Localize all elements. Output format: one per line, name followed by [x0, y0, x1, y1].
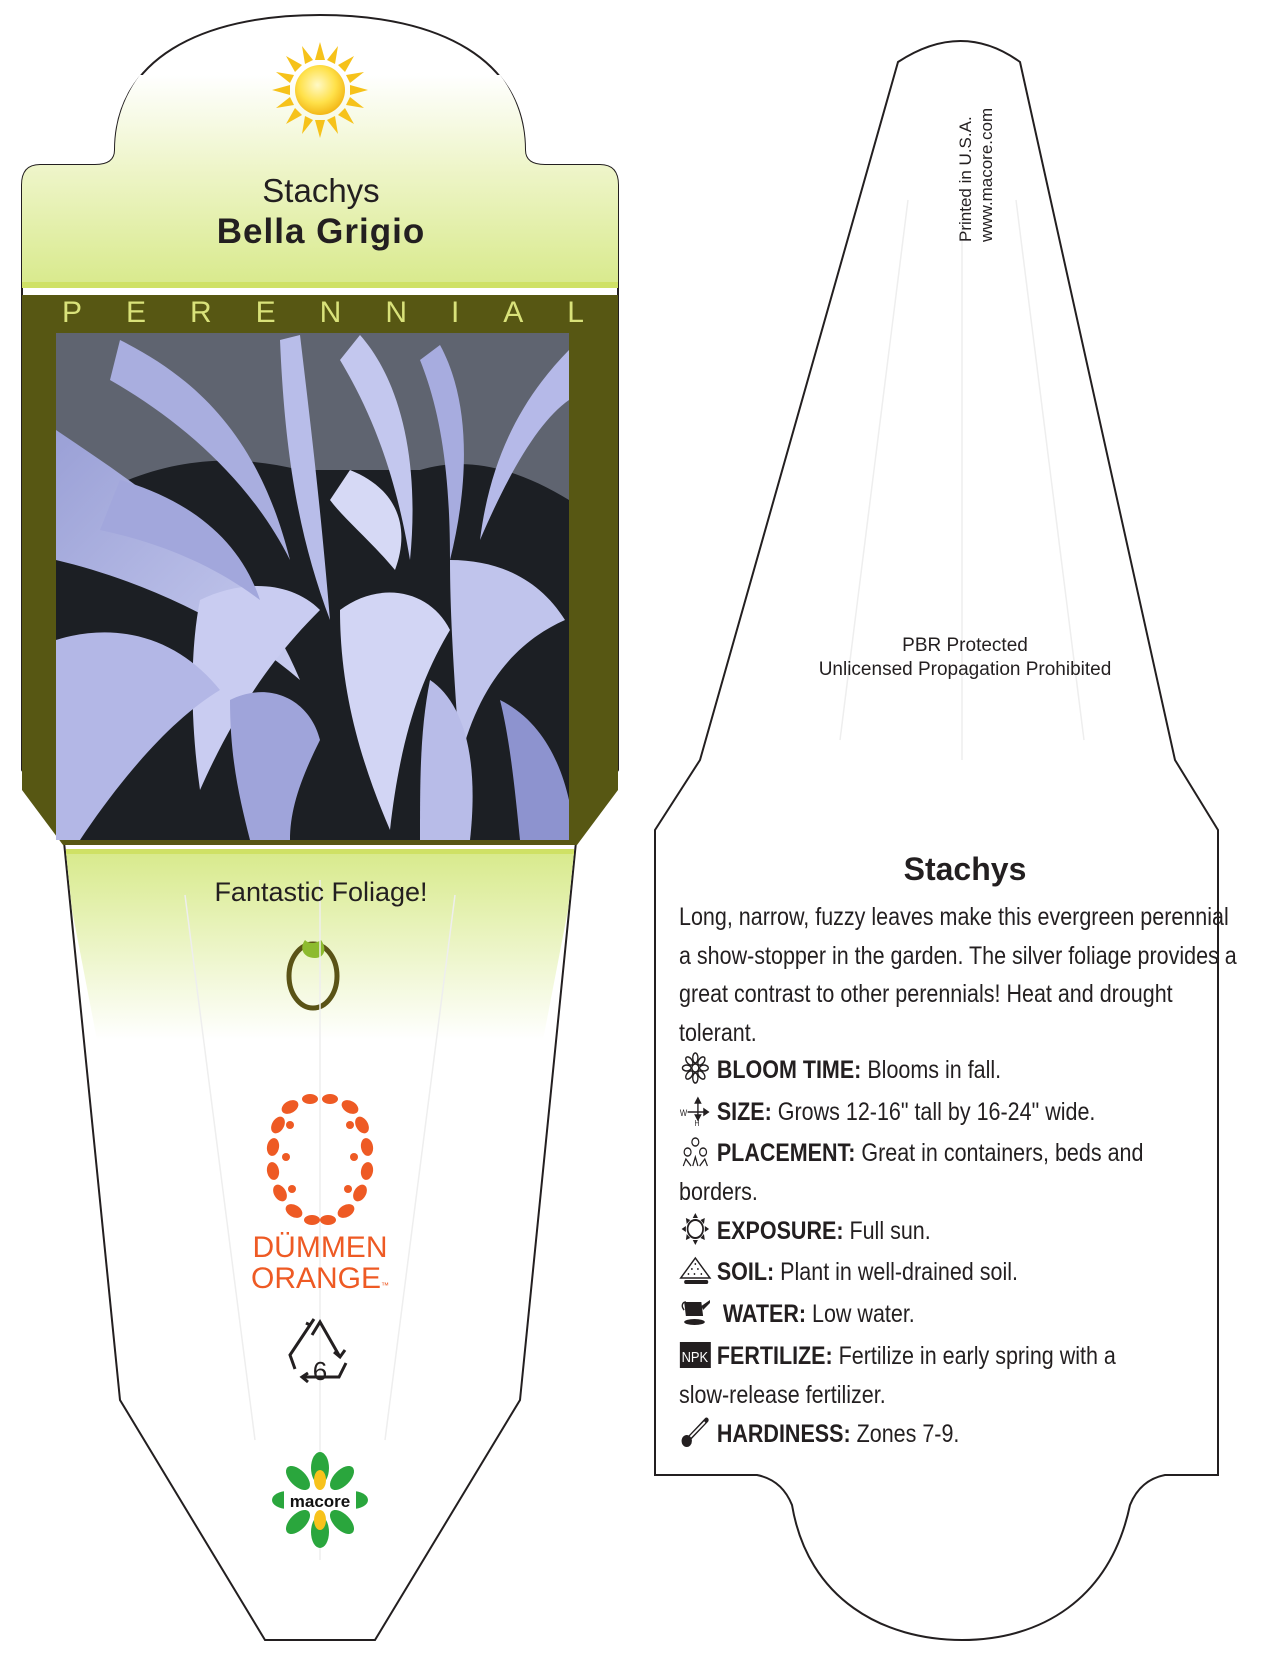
- brand-wordmark: [200, 1232, 440, 1301]
- attribute-label: FERTILIZE:: [716, 1342, 833, 1370]
- placement-icon: [679, 1135, 712, 1167]
- attribute-text: Blooms in fall.: [867, 1056, 1002, 1084]
- svg-text:H: H: [694, 1118, 700, 1126]
- brand-line-2: ORANGE: [250, 1262, 382, 1295]
- attribute-text: Zones 7-9.: [856, 1420, 960, 1448]
- attribute-bloom-time: [679, 1051, 1277, 1090]
- category-label: [22, 296, 622, 330]
- watering-can-icon: [679, 1296, 712, 1328]
- attribute-water: [679, 1295, 1277, 1334]
- attribute-label: SOIL:: [716, 1258, 775, 1286]
- attribute-size: [679, 1093, 1277, 1132]
- attribute-exposure: [679, 1212, 1277, 1251]
- attribute-label: BLOOM TIME:: [716, 1056, 862, 1084]
- attribute-label: PLACEMENT:: [716, 1139, 856, 1167]
- category-letter: E: [126, 296, 147, 329]
- attribute-label: EXPOSURE:: [716, 1217, 844, 1245]
- category-letter: L: [567, 296, 584, 329]
- plant-photo: [56, 333, 569, 840]
- attribute-soil: [679, 1253, 1277, 1292]
- species-heading: Stachys: [903, 851, 1027, 887]
- flower-icon: [679, 1052, 712, 1084]
- category-letter: R: [190, 296, 212, 329]
- attribute-text: Great in containers, beds and borders.: [679, 1139, 1144, 1206]
- thermometer-icon: [679, 1416, 712, 1448]
- size-arrows-icon: [679, 1094, 712, 1126]
- category-letter: I: [450, 296, 460, 329]
- category-letter: A: [503, 296, 524, 329]
- attribute-label: HARDINESS:: [716, 1420, 851, 1448]
- printer-website: www.macore.com: [977, 107, 996, 242]
- printer-logo-text: macore: [289, 1492, 351, 1511]
- recycle-code: 6: [312, 1356, 328, 1386]
- trademark-mark: ™: [381, 1281, 390, 1290]
- npk-icon: [679, 1338, 712, 1370]
- attribute-text: Fertilize in early spring with a slow-release fertilizer.: [679, 1342, 1116, 1409]
- pbr-line-1: PBR Protected: [902, 635, 1028, 656]
- attribute-hardiness: [679, 1415, 1277, 1454]
- attribute-text: Full sun.: [849, 1217, 931, 1245]
- tagline: Fantastic Foliage!: [214, 877, 428, 907]
- attribute-placement: [679, 1134, 1161, 1211]
- plant-description: Long, narrow, fuzzy leaves make this evergreen perennial a show-stopper in the garden. The silver foliage provides a great contrast to other perennials! Heat and drought tolerant.: [679, 903, 1237, 1047]
- genus-name: Stachys: [262, 172, 380, 209]
- attribute-label: SIZE:: [716, 1098, 772, 1126]
- svg-text:NPK: NPK: [681, 1348, 709, 1366]
- category-letter: N: [385, 296, 407, 329]
- sun-exposure-icon: [679, 1213, 712, 1245]
- attribute-text: Plant in well-drained soil.: [780, 1258, 1018, 1286]
- category-letter: P: [62, 296, 83, 329]
- full-sun-icon: [272, 42, 368, 138]
- category-letter: N: [319, 296, 342, 329]
- svg-text:W: W: [679, 1107, 688, 1119]
- attribute-text: Low water.: [812, 1300, 915, 1328]
- attribute-fertilize: [679, 1337, 1161, 1414]
- soil-icon: [679, 1254, 712, 1286]
- variety-name: Bella Grigio: [216, 212, 426, 251]
- printed-line-1: Printed in U.S.A.: [956, 116, 975, 242]
- category-letter: E: [255, 296, 276, 329]
- attribute-label: WATER:: [722, 1300, 807, 1328]
- pbr-notice: [780, 634, 1150, 682]
- printed-in-note: [955, 52, 996, 242]
- attribute-text: Grows 12-16" tall by 16-24" wide.: [777, 1098, 1096, 1126]
- pbr-line-2: Unlicensed Propagation Prohibited: [818, 659, 1112, 680]
- brand-line-1: DÜMMEN: [252, 1231, 388, 1264]
